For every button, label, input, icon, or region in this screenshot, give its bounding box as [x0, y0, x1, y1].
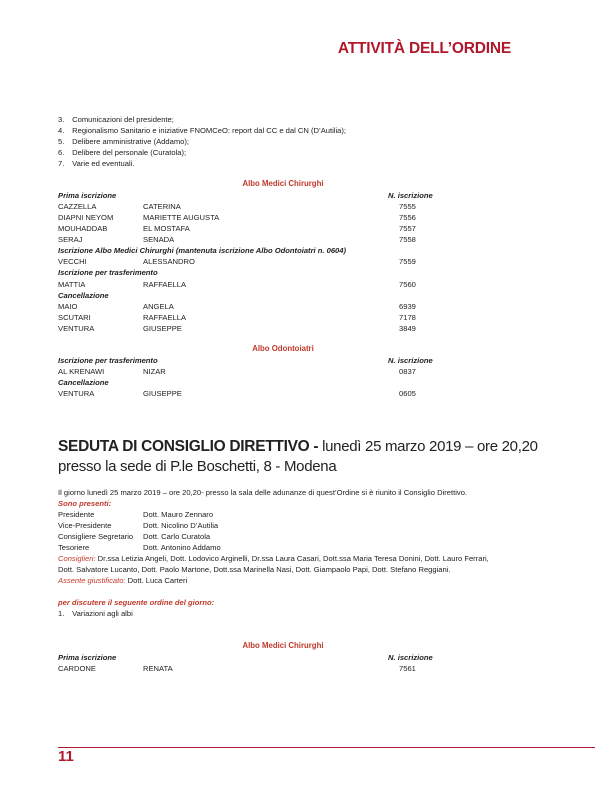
table-row-name: ANGELA — [143, 302, 174, 311]
list-item: 1. Variazioni agli albi — [58, 609, 133, 618]
table-row-surname: CAZZELLA — [58, 202, 97, 211]
table-row-name: EL MOSTAFA — [143, 224, 190, 233]
table-row-surname: AL KRENAWI — [58, 367, 105, 376]
presenti-role: Vice-Presidente — [58, 521, 112, 530]
table-row-number: 7561 — [399, 664, 416, 673]
subheading-prima-iscrizione: Prima iscrizione — [58, 191, 117, 200]
table-row-name: RENATA — [143, 664, 173, 673]
subheading-prima-iscrizione: Prima iscrizione — [58, 653, 117, 662]
page-number: 11 — [58, 748, 74, 765]
table-row-number: 0837 — [399, 367, 416, 376]
assente-line: Assente giustificato: Dott. Luca Carteri — [58, 576, 188, 585]
section-title: Albo Medici Chirurghi — [242, 641, 324, 650]
assente-label: Assente giustificato: — [58, 576, 126, 585]
subheading-iscrizione-odontoiatri: Iscrizione Albo Medici Chirurghi (mantenuta iscrizione Albo Odontoiatri n. 0604) — [58, 246, 347, 255]
table-row-number: 7559 — [399, 257, 416, 266]
subheading-cancellazione: Cancellazione — [58, 291, 109, 300]
list-item: 3. Comunicazioni del presidente; — [58, 115, 174, 124]
consiglieri-line1: Consiglieri: Dr.ssa Letizia Angeli, Dott. Lodovico Arginelli, Dr.ssa Laura Casari, Dott.ssa Maria Teresa Donini, Dott. Lauro Ferrari, — [58, 554, 489, 563]
table-row-surname: MAIO — [58, 302, 78, 311]
odg-label: per discutere il seguente ordine del giorno: — [58, 598, 215, 607]
table-row-name: ALESSANDRO — [143, 257, 195, 266]
subheading-trasferimento: Iscrizione per trasferimento — [58, 356, 158, 365]
table-row-name: MARIETTE AUGUSTA — [143, 213, 220, 222]
seduta-title-line2: presso la sede di P.le Boschetti, 8 - Modena — [58, 458, 337, 475]
seduta-intro: Il giorno lunedì 25 marzo 2019 – ore 20,20- presso la sala delle adunanze di quest’Ordine si è riunito il Consiglio Direttivo. — [58, 488, 468, 497]
table-row-number: 7558 — [399, 235, 416, 244]
table-row-name: SENADA — [143, 235, 175, 244]
table-row-surname: MATTIA — [58, 280, 86, 289]
table-row-surname: SERAJ — [58, 235, 83, 244]
list-item: 7. Varie ed eventuali. — [58, 159, 135, 168]
table-row-name: RAFFAELLA — [143, 313, 187, 322]
presenti-label: Sono presenti: — [58, 499, 112, 508]
table-row-number: 3849 — [399, 324, 416, 333]
table-row-number: 7560 — [399, 280, 416, 289]
table-row-surname: SCUTARI — [58, 313, 91, 322]
table-row-name: GIUSEPPE — [143, 389, 182, 398]
presenti-role: Consigliere Segretario — [58, 532, 134, 541]
table-row-surname: VENTURA — [58, 324, 95, 333]
table-row-name: NIZAR — [143, 367, 166, 376]
column-header-n-iscrizione: N. iscrizione — [388, 356, 433, 365]
table-row-surname: MOUHADDAB — [58, 224, 108, 233]
presenti-role: Tesoriere — [58, 543, 90, 552]
table-row-surname: VENTURA — [58, 389, 95, 398]
seduta-title — [58, 437, 538, 477]
consiglieri-label: Consiglieri: — [58, 554, 96, 563]
presenti-person: Dott. Antonino Addamo — [143, 543, 221, 552]
table-row-number: 0605 — [399, 389, 416, 398]
list-item: 4. Regionalismo Sanitario e iniziative FNOMCeO: report dal CC e dal CN (D’Autilia); — [58, 126, 347, 135]
subheading-trasferimento: Iscrizione per trasferimento — [58, 268, 158, 277]
page-header-title: ATTIVITÀ DELL’ORDINE — [337, 40, 511, 57]
presenti-role: Presidente — [58, 510, 95, 519]
subheading-cancellazione: Cancellazione — [58, 378, 109, 387]
presenti-person: Dott. Carlo Curatola — [143, 532, 211, 541]
table-row-number: 7555 — [399, 202, 416, 211]
table-row-number: 6939 — [399, 302, 416, 311]
section-title: Albo Medici Chirurghi — [242, 179, 324, 188]
table-row-number: 7178 — [399, 313, 416, 322]
column-header-n-iscrizione: N. iscrizione — [388, 191, 433, 200]
consiglieri-line2: Dott. Salvatore Lucanto, Dott. Paolo Martone, Dott.ssa Marinella Nasi, Dott. Giampaolo Papi, Dott. Stefano Reggiani. — [58, 565, 451, 574]
list-item: 6. Delibere del personale (Curatola); — [58, 148, 187, 157]
table-row-name: RAFFAELLA — [143, 280, 187, 289]
table-row-surname: DIAPNI NEYOM — [58, 213, 114, 222]
table-row-surname: CARDONE — [58, 664, 96, 673]
presenti-person: Dott. Mauro Zennaro — [143, 510, 214, 519]
column-header-n-iscrizione: N. iscrizione — [388, 653, 433, 662]
table-row-surname: VECCHI — [58, 257, 87, 266]
table-row-number: 7556 — [399, 213, 416, 222]
presenti-person: Dott. Nicolino D’Autilia — [143, 521, 219, 530]
list-item: 5. Delibere amministrative (Addamo); — [58, 137, 190, 146]
table-row-name: GIUSEPPE — [143, 324, 182, 333]
section-title: Albo Odontoiatri — [252, 344, 314, 353]
seduta-title-line1: SEDUTA DI CONSIGLIO DIRETTIVO - lunedì 25 marzo 2019 – ore 20,20 — [58, 438, 538, 455]
footer-divider — [58, 747, 595, 748]
table-row-name: CATERINA — [143, 202, 181, 211]
table-row-number: 7557 — [399, 224, 416, 233]
